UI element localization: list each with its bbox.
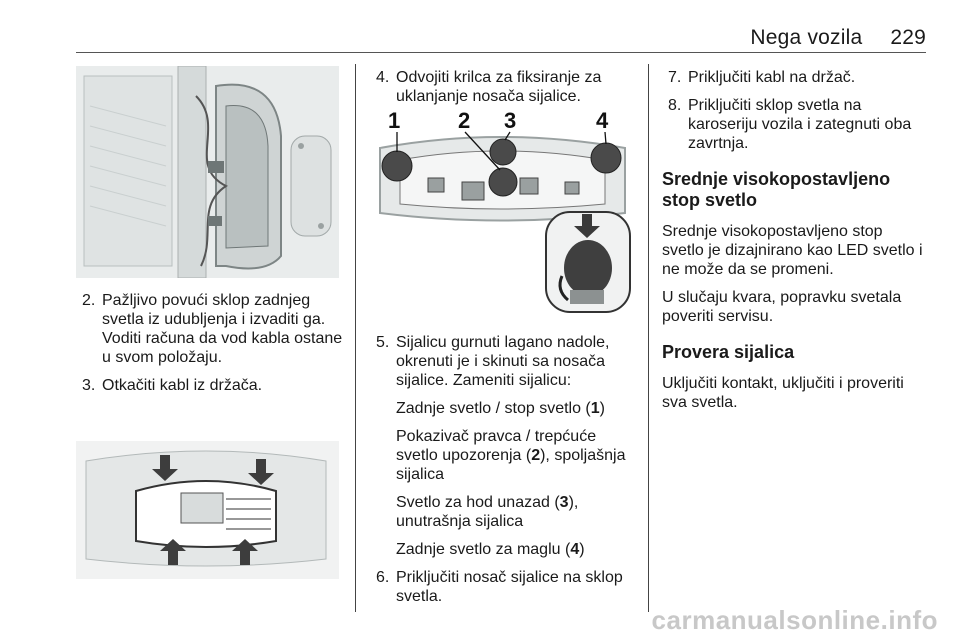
step-number: 2. (82, 292, 96, 309)
instruction-step (376, 333, 640, 390)
instruction-step (376, 68, 638, 106)
column-3-text (662, 68, 928, 421)
bulb-item (396, 427, 640, 484)
callout-4: 4 (596, 108, 609, 133)
step-text: Priključiti nosač sijalice na sklop svetla. (396, 569, 623, 605)
bulb-label-end: ), spoljašnja sijalica (396, 447, 626, 483)
step-text: Priključiti kabl na držač. (688, 69, 856, 86)
step-text: Priključiti sklop svetla na karoseriju vozila i zategnuti oba zavrtnja. (688, 97, 912, 152)
instruction-step (82, 376, 350, 395)
instruction-step (668, 96, 928, 153)
bulb-1-illustration (382, 151, 412, 181)
column-2-text-bottom (376, 333, 640, 615)
callout-1: 1 (388, 108, 401, 133)
bulb-label-end: ) (599, 400, 605, 417)
bulb-ref: 3 (559, 494, 569, 511)
paragraph: Srednje visokopostavljeno stop svetlo je dizajnirano kao LED svetlo i ne može da se promeni. (662, 223, 923, 278)
bulb-item (396, 540, 640, 559)
section-heading: Provera sijalica (662, 342, 795, 362)
column-divider (648, 64, 649, 612)
bulb-ref: 4 (570, 541, 580, 558)
paragraph: Uključiti kontakt, uključiti i proveriti sva svetla. (662, 375, 904, 411)
step-number: 8. (668, 97, 682, 114)
instruction-step (668, 68, 928, 87)
bulb-holder-illustration (370, 108, 633, 315)
bulb-label: Zadnje svetlo za maglu ( (396, 541, 571, 558)
step-text: Pažljivo povući sklop zadnjeg svetla iz udubljenja i izvaditi ga. Voditi računa da vod kabla ostane u svom položaju. (102, 292, 343, 366)
header-divider (76, 52, 926, 53)
step-number: 3. (82, 377, 96, 394)
step-number: 5. (376, 334, 390, 351)
bulb-3-illustration (490, 139, 516, 165)
callout-3: 3 (504, 108, 517, 133)
section-title: Nega vozila (750, 26, 863, 49)
tail-light-recess-illustration (76, 66, 339, 278)
column-divider (355, 64, 356, 612)
bulb-label: Pokazivač pravca / trepćuće svetlo upozorenja ( (396, 428, 597, 464)
bulb-ref: 2 (531, 447, 541, 464)
bulb-2-illustration (489, 168, 517, 196)
step-text: Sijalicu gurnuti lagano nadole, okrenuti je i skinuti sa nosača sijalice. Zameniti sijalicu: (396, 334, 610, 389)
step-text: Odvojiti krilca za fiksiranje za uklanjanje nosača sijalice. (396, 69, 602, 105)
bulb-holder-tabs-illustration (76, 441, 339, 579)
step-number: 7. (668, 69, 682, 86)
bulb-label: Svetlo za hod unazad ( (396, 494, 560, 511)
page-header (750, 26, 926, 50)
instruction-step (376, 568, 640, 606)
bulb-label-end: ) (579, 541, 585, 558)
instruction-step (82, 291, 350, 367)
bulb-label-end: ), unutrašnja sijalica (396, 494, 579, 530)
step-text: Otkačiti kabl iz držača. (102, 377, 263, 394)
bulb-item (396, 399, 640, 418)
bulb-item (396, 493, 640, 531)
callout-2: 2 (458, 108, 471, 133)
page-number: 229 (890, 26, 926, 49)
bulb-label: Zadnje svetlo / stop svetlo ( (396, 400, 591, 417)
paragraph: U slučaju kvara, popravku svetala poveriti servisu. (662, 289, 902, 325)
bulb-ref: 1 (590, 400, 600, 417)
section-heading: Srednje visokopostavljeno stop svetlo (662, 169, 891, 210)
bulb-4-illustration (591, 143, 621, 173)
watermark: carmanualsonline.info (651, 605, 938, 635)
step-number: 6. (376, 569, 390, 586)
step-number: 4. (376, 69, 390, 86)
column-1-text (82, 291, 350, 404)
